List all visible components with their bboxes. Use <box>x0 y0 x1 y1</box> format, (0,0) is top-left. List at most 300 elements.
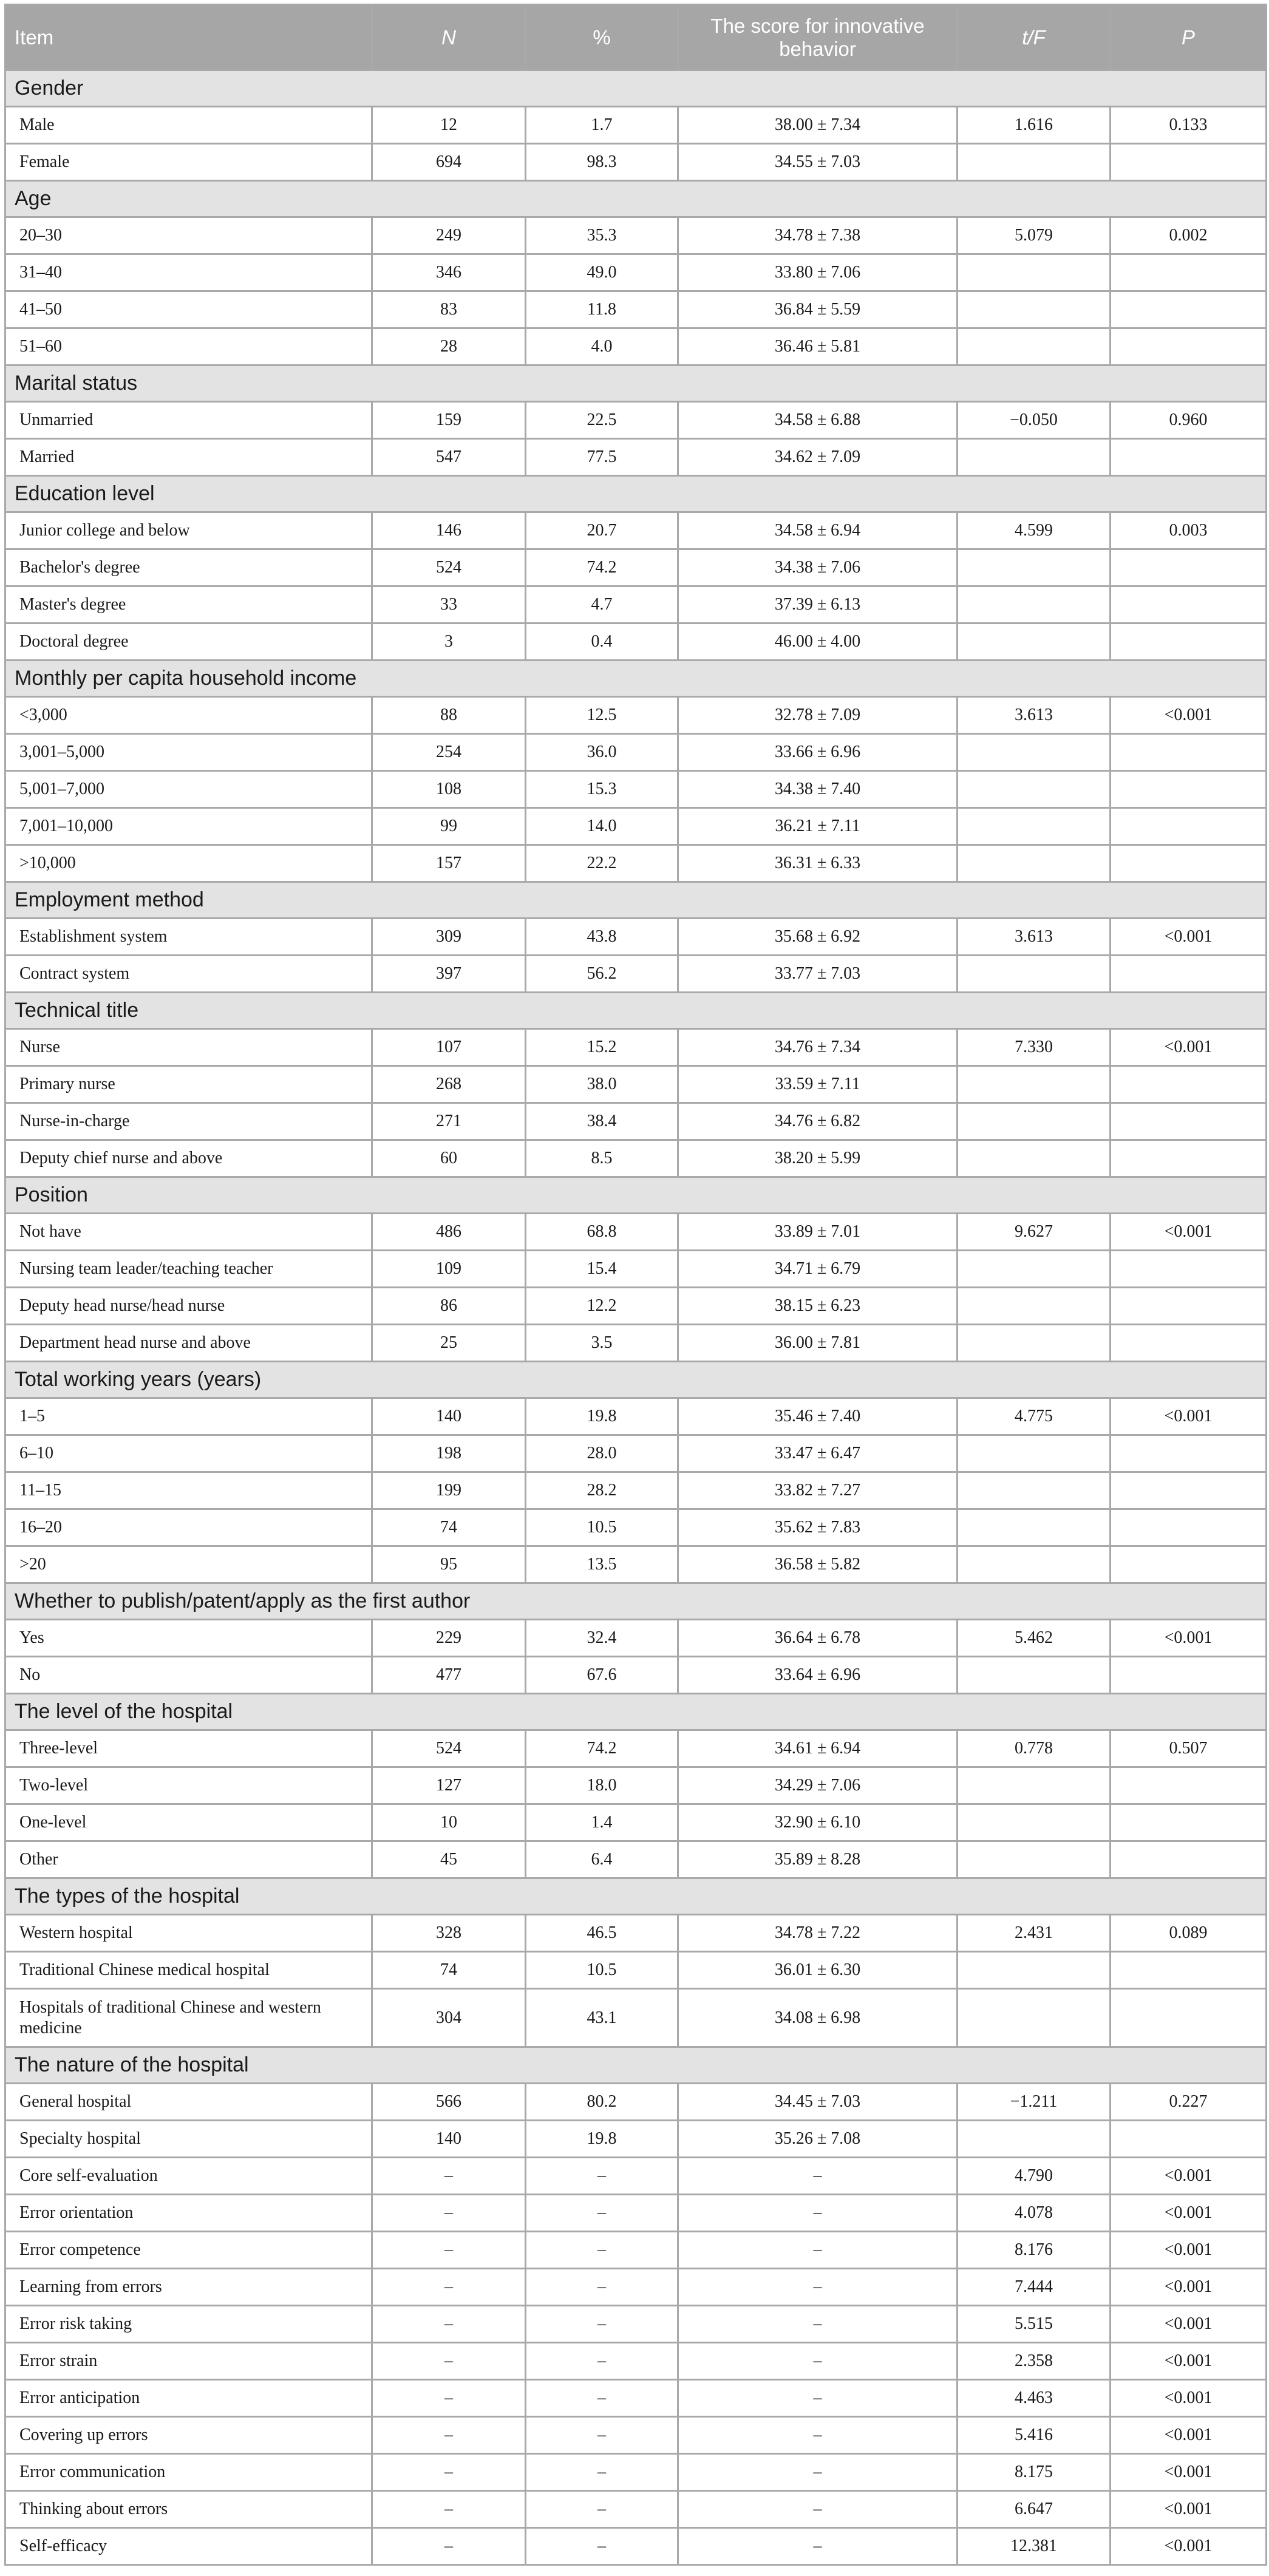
t-f-cell <box>958 1509 1111 1546</box>
n-cell: 60 <box>372 1140 526 1177</box>
item-cell: Junior college and below <box>5 512 372 549</box>
t-f-cell: 6.647 <box>958 2491 1111 2528</box>
score-cell: 33.80 ± 7.06 <box>678 254 958 291</box>
table-row <box>5 291 1267 328</box>
item-cell: Error orientation <box>5 2195 372 2232</box>
table-row <box>5 328 1267 365</box>
percent-cell: 4.7 <box>526 586 678 624</box>
table-row <box>5 956 1267 993</box>
section-title: Total working years (years) <box>5 1362 1267 1398</box>
item-cell: 31–40 <box>5 254 372 291</box>
score-cell: 33.77 ± 7.03 <box>678 956 958 993</box>
n-cell: 107 <box>372 1029 526 1066</box>
p-cell <box>1111 439 1267 476</box>
percent-cell: 14.0 <box>526 808 678 845</box>
item-cell: 16–20 <box>5 1509 372 1546</box>
section-header-row <box>5 1362 1267 1398</box>
score-cell: – <box>678 2195 958 2232</box>
p-cell <box>1111 624 1267 661</box>
t-f-cell <box>958 439 1111 476</box>
item-cell: Bachelor's degree <box>5 549 372 586</box>
t-f-cell <box>958 1066 1111 1103</box>
p-cell: <0.001 <box>1111 2491 1267 2528</box>
p-cell <box>1111 808 1267 845</box>
t-f-cell: 7.330 <box>958 1029 1111 1066</box>
percent-cell: 38.4 <box>526 1103 678 1140</box>
score-cell: 33.66 ± 6.96 <box>678 734 958 771</box>
t-f-cell <box>958 1325 1111 1362</box>
item-cell: Not have <box>5 1214 372 1251</box>
section-header-row <box>5 882 1267 919</box>
score-cell: 34.29 ± 7.06 <box>678 1767 958 1804</box>
section-title: The types of the hospital <box>5 1878 1267 1915</box>
section-header-row <box>5 661 1267 697</box>
n-cell: 254 <box>372 734 526 771</box>
table-row <box>5 1103 1267 1140</box>
score-cell: – <box>678 2380 958 2417</box>
score-cell: – <box>678 2417 958 2454</box>
n-cell: 304 <box>372 1989 526 2047</box>
percent-cell: 68.8 <box>526 1214 678 1251</box>
p-cell <box>1111 328 1267 365</box>
t-f-cell <box>958 144 1111 181</box>
n-cell: 3 <box>372 624 526 661</box>
table-row <box>5 2158 1267 2195</box>
p-cell: <0.001 <box>1111 2195 1267 2232</box>
item-cell: Error anticipation <box>5 2380 372 2417</box>
n-cell: 45 <box>372 1841 526 1878</box>
item-cell: Female <box>5 144 372 181</box>
p-cell <box>1111 1251 1267 1288</box>
p-cell <box>1111 1325 1267 1362</box>
table-row <box>5 2343 1267 2380</box>
t-f-cell: −1.211 <box>958 2084 1111 2121</box>
n-cell: 88 <box>372 697 526 734</box>
t-f-cell <box>958 1251 1111 1288</box>
item-cell: Hospitals of traditional Chinese and western medicine <box>5 1989 372 2047</box>
t-f-cell <box>958 549 1111 586</box>
t-f-cell: 5.462 <box>958 1620 1111 1657</box>
p-cell: <0.001 <box>1111 1398 1267 1435</box>
t-f-cell: 5.515 <box>958 2306 1111 2343</box>
percent-cell: – <box>526 2380 678 2417</box>
p-cell: 0.002 <box>1111 217 1267 254</box>
percent-cell: 28.0 <box>526 1435 678 1472</box>
score-cell: 34.76 ± 7.34 <box>678 1029 958 1066</box>
t-f-cell: 2.358 <box>958 2343 1111 2380</box>
table-row <box>5 1620 1267 1657</box>
section-title: Technical title <box>5 993 1267 1029</box>
p-cell: <0.001 <box>1111 1029 1267 1066</box>
n-cell: 109 <box>372 1251 526 1288</box>
p-cell: 0.507 <box>1111 1730 1267 1767</box>
n-cell: 694 <box>372 144 526 181</box>
n-cell: – <box>372 2269 526 2306</box>
p-cell <box>1111 1066 1267 1103</box>
p-cell: <0.001 <box>1111 2343 1267 2380</box>
score-cell: 36.58 ± 5.82 <box>678 1546 958 1583</box>
item-cell: Error communication <box>5 2454 372 2491</box>
score-cell: 34.61 ± 6.94 <box>678 1730 958 1767</box>
percent-cell: 22.5 <box>526 402 678 439</box>
table-row <box>5 1251 1267 1288</box>
score-cell: 34.55 ± 7.03 <box>678 144 958 181</box>
table-row <box>5 512 1267 549</box>
item-cell: 20–30 <box>5 217 372 254</box>
section-header-row <box>5 70 1267 107</box>
n-cell: 95 <box>372 1546 526 1583</box>
n-cell: – <box>372 2232 526 2269</box>
table-row <box>5 624 1267 661</box>
table-row <box>5 2380 1267 2417</box>
item-cell: 3,001–5,000 <box>5 734 372 771</box>
p-cell <box>1111 1288 1267 1325</box>
percent-cell: 10.5 <box>526 1509 678 1546</box>
n-cell: – <box>372 2528 526 2565</box>
t-f-cell <box>958 808 1111 845</box>
score-cell: 34.78 ± 7.22 <box>678 1915 958 1952</box>
n-cell: 524 <box>372 549 526 586</box>
p-cell <box>1111 586 1267 624</box>
p-cell <box>1111 1841 1267 1878</box>
percent-cell: – <box>526 2195 678 2232</box>
percent-cell: 74.2 <box>526 549 678 586</box>
item-cell: Thinking about errors <box>5 2491 372 2528</box>
t-f-cell: 3.613 <box>958 697 1111 734</box>
item-cell: >20 <box>5 1546 372 1583</box>
n-cell: 249 <box>372 217 526 254</box>
p-cell: 0.960 <box>1111 402 1267 439</box>
score-cell: 38.15 ± 6.23 <box>678 1288 958 1325</box>
score-cell: 33.64 ± 6.96 <box>678 1657 958 1694</box>
n-cell: 86 <box>372 1288 526 1325</box>
score-cell: 33.59 ± 7.11 <box>678 1066 958 1103</box>
table-row <box>5 2454 1267 2491</box>
percent-cell: 15.4 <box>526 1251 678 1288</box>
table-row <box>5 1657 1267 1694</box>
t-f-cell <box>958 291 1111 328</box>
n-cell: – <box>372 2343 526 2380</box>
p-cell: 0.089 <box>1111 1915 1267 1952</box>
percent-cell: 20.7 <box>526 512 678 549</box>
table-row <box>5 845 1267 882</box>
score-cell: 36.00 ± 7.81 <box>678 1325 958 1362</box>
t-f-cell <box>958 956 1111 993</box>
t-f-cell: 12.381 <box>958 2528 1111 2565</box>
t-f-cell <box>958 1804 1111 1841</box>
n-cell: 229 <box>372 1620 526 1657</box>
table-row <box>5 1841 1267 1878</box>
item-cell: Error risk taking <box>5 2306 372 2343</box>
t-f-cell: 3.613 <box>958 919 1111 956</box>
percent-cell: 32.4 <box>526 1620 678 1657</box>
score-cell: 37.39 ± 6.13 <box>678 586 958 624</box>
n-cell: 157 <box>372 845 526 882</box>
p-cell: <0.001 <box>1111 1620 1267 1657</box>
item-cell: Learning from errors <box>5 2269 372 2306</box>
table-row <box>5 734 1267 771</box>
item-cell: Western hospital <box>5 1915 372 1952</box>
header-t-f: t/F <box>958 5 1111 70</box>
section-title: Age <box>5 181 1267 217</box>
p-cell <box>1111 1103 1267 1140</box>
score-cell: 34.62 ± 7.09 <box>678 439 958 476</box>
percent-cell: 46.5 <box>526 1915 678 1952</box>
score-cell: 35.62 ± 7.83 <box>678 1509 958 1546</box>
t-f-cell: 7.444 <box>958 2269 1111 2306</box>
p-cell <box>1111 1546 1267 1583</box>
score-cell: – <box>678 2158 958 2195</box>
table-row <box>5 2232 1267 2269</box>
table-row <box>5 402 1267 439</box>
percent-cell: – <box>526 2158 678 2195</box>
percent-cell: 0.4 <box>526 624 678 661</box>
n-cell: 83 <box>372 291 526 328</box>
item-cell: Traditional Chinese medical hospital <box>5 1952 372 1989</box>
percent-cell: 35.3 <box>526 217 678 254</box>
score-cell: 34.58 ± 6.88 <box>678 402 958 439</box>
n-cell: – <box>372 2195 526 2232</box>
p-cell: <0.001 <box>1111 2380 1267 2417</box>
table-header-row <box>5 5 1267 70</box>
n-cell: 199 <box>372 1472 526 1509</box>
table-row <box>5 1066 1267 1103</box>
t-f-cell: 1.616 <box>958 107 1111 144</box>
table-row <box>5 1804 1267 1841</box>
n-cell: – <box>372 2306 526 2343</box>
percent-cell: 77.5 <box>526 439 678 476</box>
p-cell <box>1111 845 1267 882</box>
section-title: Education level <box>5 476 1267 512</box>
table-row <box>5 107 1267 144</box>
n-cell: 146 <box>372 512 526 549</box>
section-header-row <box>5 2047 1267 2084</box>
table-row <box>5 1509 1267 1546</box>
item-cell: No <box>5 1657 372 1694</box>
score-cell: 36.01 ± 6.30 <box>678 1952 958 1989</box>
item-cell: 5,001–7,000 <box>5 771 372 808</box>
p-cell <box>1111 771 1267 808</box>
percent-cell: 1.4 <box>526 1804 678 1841</box>
p-cell: <0.001 <box>1111 2158 1267 2195</box>
p-cell <box>1111 1989 1267 2047</box>
section-title: Monthly per capita household income <box>5 661 1267 697</box>
percent-cell: 15.3 <box>526 771 678 808</box>
percent-cell: 43.1 <box>526 1989 678 2047</box>
n-cell: 566 <box>372 2084 526 2121</box>
percent-cell: 38.0 <box>526 1066 678 1103</box>
percent-cell: 4.0 <box>526 328 678 365</box>
p-cell <box>1111 144 1267 181</box>
section-header-row <box>5 1694 1267 1730</box>
score-cell: 34.58 ± 6.94 <box>678 512 958 549</box>
header-n: N <box>372 5 526 70</box>
results-table <box>4 4 1267 2566</box>
section-header-row <box>5 1878 1267 1915</box>
n-cell: 25 <box>372 1325 526 1362</box>
table-row <box>5 2528 1267 2565</box>
table-row <box>5 2417 1267 2454</box>
table-row <box>5 2195 1267 2232</box>
n-cell: 271 <box>372 1103 526 1140</box>
t-f-cell <box>958 771 1111 808</box>
p-cell: <0.001 <box>1111 2269 1267 2306</box>
item-cell: Contract system <box>5 956 372 993</box>
p-cell: <0.001 <box>1111 919 1267 956</box>
t-f-cell <box>958 328 1111 365</box>
score-cell: 36.64 ± 6.78 <box>678 1620 958 1657</box>
item-cell: Error strain <box>5 2343 372 2380</box>
section-header-row <box>5 1177 1267 1214</box>
percent-cell: 36.0 <box>526 734 678 771</box>
t-f-cell: 5.079 <box>958 217 1111 254</box>
table-row <box>5 1952 1267 1989</box>
percent-cell: 11.8 <box>526 291 678 328</box>
percent-cell: 10.5 <box>526 1952 678 1989</box>
item-cell: Male <box>5 107 372 144</box>
n-cell: 28 <box>372 328 526 365</box>
item-cell: 7,001–10,000 <box>5 808 372 845</box>
table-row <box>5 1288 1267 1325</box>
table-row <box>5 1989 1267 2047</box>
score-cell: 35.26 ± 7.08 <box>678 2121 958 2158</box>
p-cell: <0.001 <box>1111 2454 1267 2491</box>
t-f-cell: 9.627 <box>958 1214 1111 1251</box>
score-cell: 38.00 ± 7.34 <box>678 107 958 144</box>
n-cell: 328 <box>372 1915 526 1952</box>
table-row <box>5 2306 1267 2343</box>
score-cell: 34.08 ± 6.98 <box>678 1989 958 2047</box>
table-row <box>5 254 1267 291</box>
t-f-cell: 5.416 <box>958 2417 1111 2454</box>
section-header-row <box>5 993 1267 1029</box>
t-f-cell <box>958 254 1111 291</box>
item-cell: 1–5 <box>5 1398 372 1435</box>
n-cell: 74 <box>372 1509 526 1546</box>
table-row <box>5 586 1267 624</box>
percent-cell: 28.2 <box>526 1472 678 1509</box>
p-cell <box>1111 1140 1267 1177</box>
table-row <box>5 1435 1267 1472</box>
percent-cell: 98.3 <box>526 144 678 181</box>
n-cell: – <box>372 2454 526 2491</box>
p-cell <box>1111 291 1267 328</box>
n-cell: 198 <box>372 1435 526 1472</box>
section-header-row <box>5 365 1267 402</box>
p-cell: <0.001 <box>1111 2306 1267 2343</box>
item-cell: General hospital <box>5 2084 372 2121</box>
t-f-cell: 4.078 <box>958 2195 1111 2232</box>
percent-cell: – <box>526 2528 678 2565</box>
percent-cell: 19.8 <box>526 2121 678 2158</box>
score-cell: 35.89 ± 8.28 <box>678 1841 958 1878</box>
t-f-cell: 4.463 <box>958 2380 1111 2417</box>
n-cell: – <box>372 2158 526 2195</box>
n-cell: 10 <box>372 1804 526 1841</box>
n-cell: – <box>372 2380 526 2417</box>
table-row <box>5 2269 1267 2306</box>
t-f-cell <box>958 1140 1111 1177</box>
score-cell: 34.38 ± 7.40 <box>678 771 958 808</box>
p-cell: <0.001 <box>1111 2528 1267 2565</box>
n-cell: 524 <box>372 1730 526 1767</box>
n-cell: 12 <box>372 107 526 144</box>
score-cell: – <box>678 2269 958 2306</box>
item-cell: Other <box>5 1841 372 1878</box>
item-cell: Specialty hospital <box>5 2121 372 2158</box>
percent-cell: 74.2 <box>526 1730 678 1767</box>
p-cell <box>1111 1509 1267 1546</box>
table-row <box>5 1325 1267 1362</box>
t-f-cell: 4.775 <box>958 1398 1111 1435</box>
n-cell: 486 <box>372 1214 526 1251</box>
score-cell: 32.90 ± 6.10 <box>678 1804 958 1841</box>
item-cell: Deputy head nurse/head nurse <box>5 1288 372 1325</box>
table-row <box>5 2084 1267 2121</box>
percent-cell: – <box>526 2491 678 2528</box>
section-title: Marital status <box>5 365 1267 402</box>
score-cell: 33.47 ± 6.47 <box>678 1435 958 1472</box>
table-row <box>5 439 1267 476</box>
p-cell <box>1111 1472 1267 1509</box>
item-cell: 41–50 <box>5 291 372 328</box>
percent-cell: 3.5 <box>526 1325 678 1362</box>
table-row <box>5 919 1267 956</box>
table-row <box>5 2121 1267 2158</box>
p-cell <box>1111 1435 1267 1472</box>
p-cell <box>1111 549 1267 586</box>
header-p: P <box>1111 5 1267 70</box>
t-f-cell <box>958 1952 1111 1989</box>
score-cell: 38.20 ± 5.99 <box>678 1140 958 1177</box>
header-percent: % <box>526 5 678 70</box>
section-header-row <box>5 1583 1267 1620</box>
t-f-cell <box>958 1989 1111 2047</box>
percent-cell: 18.0 <box>526 1767 678 1804</box>
n-cell: 159 <box>372 402 526 439</box>
percent-cell: 6.4 <box>526 1841 678 1878</box>
percent-cell: 19.8 <box>526 1398 678 1435</box>
score-cell: – <box>678 2454 958 2491</box>
item-cell: Nursing team leader/teaching teacher <box>5 1251 372 1288</box>
percent-cell: 49.0 <box>526 254 678 291</box>
section-title: Gender <box>5 70 1267 107</box>
n-cell: – <box>372 2417 526 2454</box>
percent-cell: – <box>526 2269 678 2306</box>
header-item: Item <box>5 5 372 70</box>
score-cell: 34.38 ± 7.06 <box>678 549 958 586</box>
p-cell: 0.133 <box>1111 107 1267 144</box>
t-f-cell <box>958 1767 1111 1804</box>
percent-cell: 80.2 <box>526 2084 678 2121</box>
item-cell: Self-efficacy <box>5 2528 372 2565</box>
item-cell: >10,000 <box>5 845 372 882</box>
t-f-cell: 8.175 <box>958 2454 1111 2491</box>
t-f-cell <box>958 1103 1111 1140</box>
percent-cell: 43.8 <box>526 919 678 956</box>
score-cell: 34.45 ± 7.03 <box>678 2084 958 2121</box>
table-row <box>5 1546 1267 1583</box>
score-cell: 34.71 ± 6.79 <box>678 1251 958 1288</box>
item-cell: Primary nurse <box>5 1066 372 1103</box>
percent-cell: 56.2 <box>526 956 678 993</box>
percent-cell: – <box>526 2232 678 2269</box>
score-cell: – <box>678 2528 958 2565</box>
p-cell: <0.001 <box>1111 1214 1267 1251</box>
n-cell: 127 <box>372 1767 526 1804</box>
item-cell: Error competence <box>5 2232 372 2269</box>
score-cell: 33.89 ± 7.01 <box>678 1214 958 1251</box>
